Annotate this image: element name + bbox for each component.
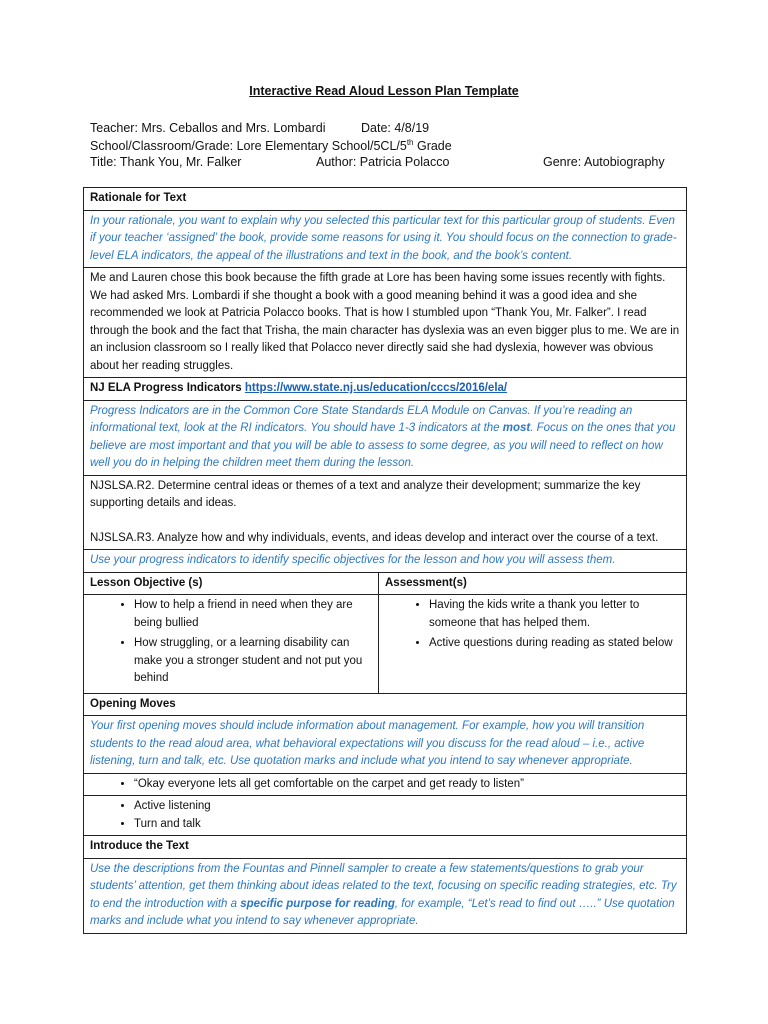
introduce-guidance — [84, 858, 687, 933]
introduce-guidance-part2: , for example, “Let’s read to find out …..” Use quotation marks and include what you intend to say whenever appropriate. — [90, 897, 675, 927]
indicator-r2: NJSLSA.R2. Determine central ideas or themes of a text and analyze their development; summarize the key supporting details and ideas. — [90, 479, 641, 509]
list-item: • Having the kids write a thank you letter to someone that has helped them. — [429, 597, 680, 632]
indicators-guidance-part1: Progress Indicators are in the Common Core State Standards ELA Module on Canvas. If you’re reading an informational text, look at the RI indicators. You should have 1-3 indicators at the — [90, 404, 633, 434]
indicators-header: NJ ELA Progress Indicators — [90, 382, 245, 394]
date-line: Date: 4/8/19 — [361, 121, 430, 135]
opening-quote: • “Okay everyone lets all get comfortable on the carpet and get ready to listen” — [134, 776, 680, 794]
school-line — [90, 138, 452, 153]
opening-moves-header: Opening Moves — [84, 693, 687, 716]
author-line: Author: Patricia Polacco — [316, 155, 450, 169]
rationale-guidance: In your rationale, you want to explain why you selected this particular text for this particular group of students. Even if your teacher ‘assigned’ the book, provide some reasons for using it. You should focus on the connection to grade-level ELA indicators, the appeal of the illustrations and text in the book, and the book’s content. — [84, 210, 687, 268]
objectives-guidance: Use your progress indicators to identify specific objectives for the lesson and how you will assess them. — [84, 550, 687, 573]
grade-text: Grade — [413, 139, 452, 154]
rationale-response: Me and Lauren chose this book because the fifth grade at Lore has been having some issues recently with fights. We had asked Mrs. Lombardi if she thought a book with a good meaning behind it was a good idea and she recommended we look at Patricia Polacco books. That is how I stumbled upon “Thank You, Mr. Falker”. I read through the book and the fact that Trisha, the main character has dyslexia was an even bigger plus to me. We are in an inclusion classroom so I really liked that Polacco never directly said she had dyslexia, however was obvious about her reading struggles. — [84, 268, 687, 378]
opening-items-list — [90, 798, 680, 833]
list-item: • Active questions during reading as stated below — [429, 635, 680, 653]
indicators-guidance-bold: most — [502, 422, 531, 434]
list-item: • Active listening — [134, 798, 680, 816]
list-item: • Turn and talk — [134, 816, 680, 834]
indicator-r3: NJSLSA.R3. Analyze how and why individuals, events, and ideas develop and interact over the course of a text. — [90, 531, 659, 544]
lesson-objective-header: Lesson Objective (s) — [84, 572, 379, 595]
rationale-header-row — [84, 188, 687, 211]
indicators-guidance-part2: . Focus on the ones that you believe are most important and that you will be able to assess to some degree, as you will need to reflect on how well you do in helping the children meet them during the lesson. — [90, 422, 676, 469]
indicators-header-cell — [84, 378, 687, 401]
book-title-line: Title: Thank You, Mr. Falker — [90, 155, 242, 169]
lesson-objectives-list — [90, 597, 372, 688]
opening-quote-list — [90, 776, 680, 794]
assessments-cell — [379, 595, 687, 694]
grade-superscript: th — [406, 138, 414, 147]
opening-quote-cell — [84, 773, 687, 796]
list-item: • How struggling, or a learning disability can make you a stronger student and not put you behind — [134, 635, 372, 688]
indicators-link[interactable]: https://www.state.nj.us/education/cccs/2016/ela/ — [244, 382, 508, 394]
school-text: School/Classroom/Grade: Lore Elementary School/5CL/5 — [90, 139, 407, 154]
teacher-line: Teacher: Mrs. Ceballos and Mrs. Lombardi — [90, 121, 326, 135]
introduce-guidance-bold: specific purpose for reading — [240, 897, 395, 910]
lesson-plan-table — [83, 187, 687, 934]
rationale-header: Rationale for Text — [84, 188, 687, 211]
assessments-list — [385, 597, 680, 653]
genre-line: Genre: Autobiography — [543, 155, 665, 169]
list-item: • How to help a friend in need when they are being bullied — [134, 597, 372, 632]
indicators-list — [84, 475, 687, 550]
document-title: Interactive Read Aloud Lesson Plan Template — [249, 84, 519, 98]
introduce-header: Introduce the Text — [84, 836, 687, 859]
lesson-objectives-cell — [84, 595, 379, 694]
opening-items-cell — [84, 796, 687, 836]
indicators-guidance — [84, 400, 687, 475]
assessment-header: Assessment(s) — [379, 572, 687, 595]
opening-moves-guidance: Your first opening moves should include information about management. For example, how you will transition students to the read aloud area, what behavioral expectations will you discuss for the read aloud – i.e., active listening, turn and talk, etc. Use quotation marks and include what you intend to say whenever appropriate. — [84, 716, 687, 774]
introduce-guidance-part1: Use the descriptions from the Fountas and Pinnell sampler to create a few statements/questions to grab your students’ attention, get them thinking about ideas related to the text, focusing on specific reading strategies, etc. Try to end the introduction with a — [90, 862, 677, 910]
